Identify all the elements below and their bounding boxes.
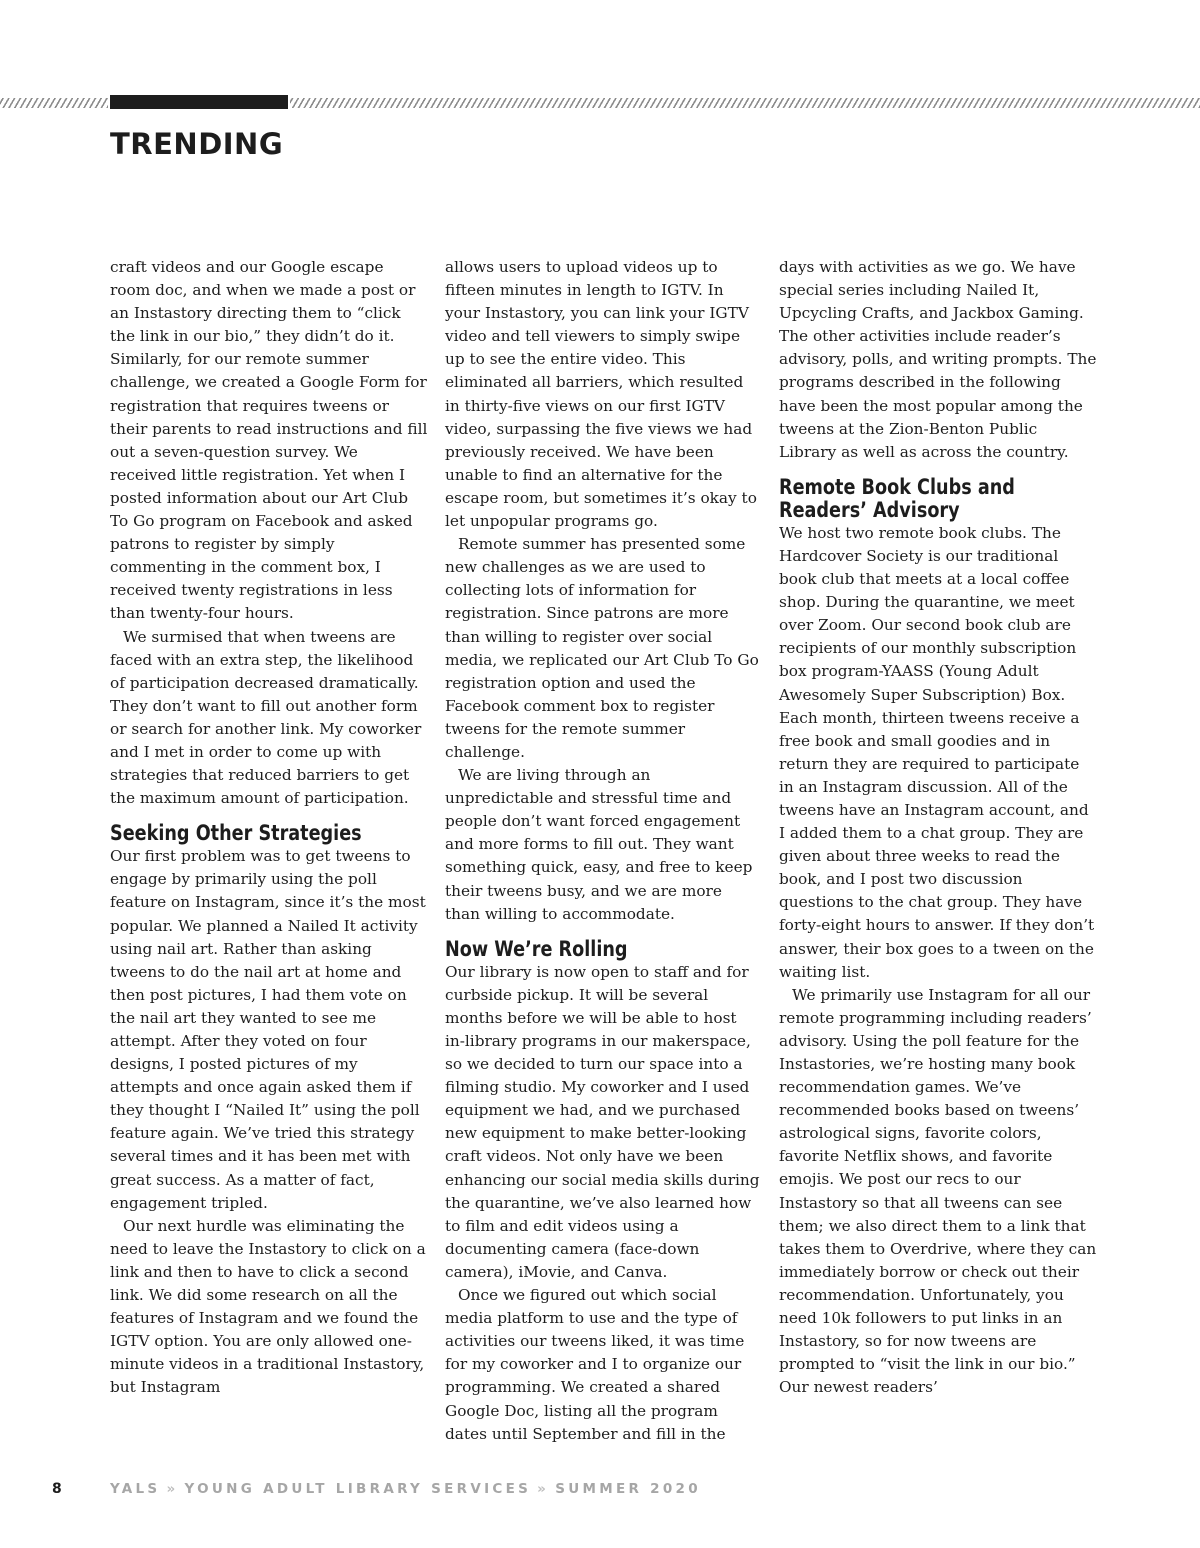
paragraph: allows users to upload videos up to fifteen minutes in length to IGTV. In your Instastory, you can link your IGTV video and tell viewers to simply swipe up to see the entire video. This eliminated all barriers, which resulted in thirty-five views on our first IGTV video, surpassing the five views we had previously received. We have been unable to find an alternative for the escape room, but sometimes it’s okay to let unpopular programs go. (445, 258, 757, 531)
paragraph: We primarily use Instagram for all our remote programming including readers’ advisory. Using the poll feature for the Instastories, we’re hosting many book recommendation games. We’ve recommended books based on tweens’ astrological signs, favorite colors, favorite Netflix shows, and favorite emojis. We post our recs to our Instastory so that all tweens can see them; we also direct them to a link that takes them to Overdrive, where they can immediately borrow or check out their recommendation. Unfortunately, you need 10k followers to put links in an Instastory, so for now tweens are prompted to “visit the link in our bio.” Our newest readers’ (779, 985, 1097, 1397)
page-number: 8 (52, 1481, 62, 1497)
article-column-1 (110, 256, 428, 1400)
hatch-pattern-right (290, 98, 1200, 108)
paragraph: Our library is now open to staff and for curbside pickup. It will be several months before we will be able to host in-library programs in our makerspace, so we decided to turn our space into a filming studio. My coworker and I used equipment we had, and we purchased new equipment to make better-looking craft videos. Not only have we been enhancing our social media skills during the quarantine, we’ve also learned how to film and edit videos using a documenting camera (face-down camera), iMovie, and Canva. (445, 962, 760, 1281)
subheading-now-were-rolling: Now We’re Rolling (445, 936, 628, 962)
subheading-seeking-other-strategies: Seeking Other Strategies (110, 821, 362, 847)
article-column-3 (779, 256, 1097, 1399)
paragraph: We are living through an unpredictable and stressful time and people don’t want forced engagement and more forms to fill out. They want something quick, easy, and free to keep their tweens busy, and we are more than willing to accommodate. (445, 766, 753, 923)
paragraph: Once we figured out which social media platform to use and the type of activities our tweens liked, it was time for my coworker and I to organize our programming. We created a shared Google Doc, listing all the program dates until September and fill in the (445, 1286, 745, 1443)
paragraph: Our next hurdle was eliminating the need to leave the Instastory to click on a link and then to have to click a second link. We did some research on all the features of Instagram and we found the IGTV option. You are only allowed one-minute videos in a traditional Instastory, but Instagram (110, 1216, 426, 1397)
running-footer (110, 1481, 701, 1497)
separator-glyph: » (537, 1481, 550, 1497)
paragraph: We surmised that when tweens are faced with an extra step, the likelihood of participation decreased dramatically. They don’t want to fill out another form or search for another link. My coworker and I met in order to come up with strategies that reduced barriers to get the maximum amount of participation. (110, 627, 422, 808)
publication-short: YALS (110, 1481, 161, 1497)
article-column-2 (445, 256, 761, 1446)
publication-full: YOUNG ADULT LIBRARY SERVICES (184, 1481, 532, 1497)
paragraph: days with activities as we go. We have special series including Nailed It, Upcycling Crafts, and Jackbox Gaming. The other activities include reader’s advisory, polls, and writing prompts. The programs described in the following have been the most popular among the tweens at the Zion-Benton Public Library as well as across the country. (779, 258, 1097, 461)
header-rule (0, 98, 1200, 108)
section-title: TRENDING (110, 127, 284, 161)
subheading-remote-book-clubs: Remote Book Clubs and Readers’ Advisory (779, 474, 1015, 523)
paragraph: craft videos and our Google escape room doc, and when we made a post or an Instastory directing them to “click the link in our bio,” they didn’t do it. Similarly, for our remote summer challenge, we created a Google Form for registration that requires tweens or their parents to read instructions and fill out a seven-question survey. We received little registration. Yet when I posted information about our Art Club To Go program on Facebook and asked patrons to register by simply commenting in the comment box, I received twenty registrations in less than twenty-four hours. (110, 258, 428, 623)
issue: SUMMER 2020 (555, 1481, 701, 1497)
paragraph: Remote summer has presented some new challenges as we are used to collecting lots of information for registration. Since patrons are more than willing to register over social media, we replicated our Art Club To Go registration option and used the Facebook comment box to register tweens for the remote summer challenge. (445, 535, 759, 761)
paragraph: We host two remote book clubs. The Hardcover Society is our traditional book club that meets at a local coffee shop. During the quarantine, we meet over Zoom. Our second book club are recipients of our monthly subscription box program-YAASS (Young Adult Awesomely Super Subscription) Box. Each month, thirteen tweens receive a free book and small goodies and in return they are required to participate in an Instagram discussion. All of the tweens have an Instagram account, and I added them to a chat group. They are given about three weeks to read the book, and I post two discussion questions to the chat group. They have forty-eight hours to answer. If they don’t answer, their box goes to a tween on the waiting list. (779, 523, 1095, 981)
section-accent-bar (110, 95, 288, 109)
hatch-pattern-left (0, 98, 108, 108)
paragraph: Our first problem was to get tweens to engage by primarily using the poll feature on Instagram, since it’s the most popular. We planned a Nailed It activity using nail art. Rather than asking tweens to do the nail art at home and then post pictures, I had them vote on the nail art they wanted to see me attempt. After they voted on four designs, I posted pictures of my attempts and once again asked them if they thought I “Nailed It” using the poll feature again. We’ve tried this strategy several times and it has been met with great success. As a matter of fact, engagement tripled. (110, 847, 426, 1212)
separator-glyph: » (166, 1481, 179, 1497)
